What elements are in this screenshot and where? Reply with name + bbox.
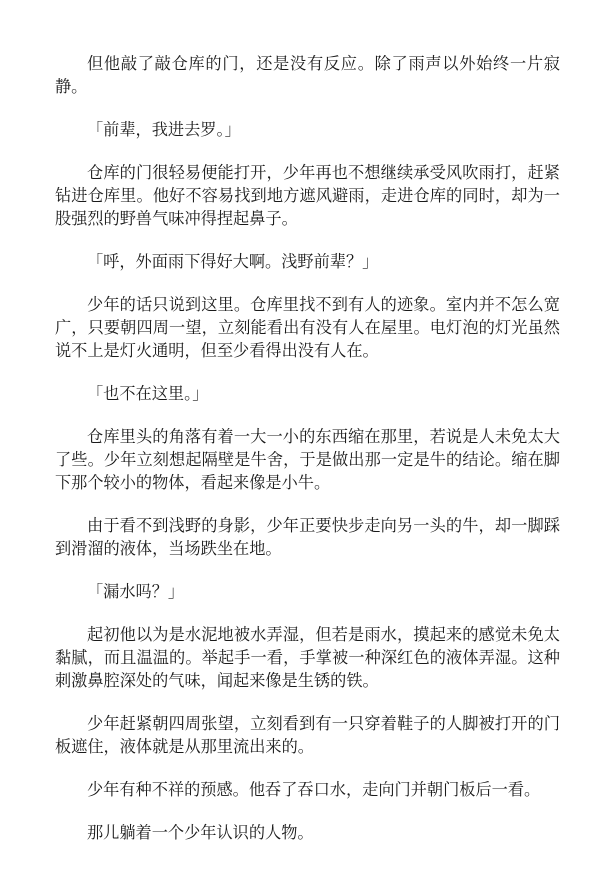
- paragraph-7: 仓库里头的角落有着一大一小的东西缩在那里，若说是人未免太大了些。少年立刻想起隔壁是牛舍，于是做出那一定是牛的结论。缩在脚下那个较小的物体，看起来像是小牛。: [55, 427, 560, 492]
- paragraph-3: 仓库的门很轻易便能打开，少年再也不想继续承受风吹雨打，赶紧钻进仓库里。他好不容易找到地方遮风避雨，走进仓库的同时，却为一股强烈的野兽气味冲得捏起鼻子。: [55, 163, 560, 228]
- paragraph-8: 由于看不到浅野的身影，少年正要快步走向另一头的牛，却一脚踩到滑溜的液体，当场跌坐在地。: [55, 516, 560, 558]
- document-page: [55, 52, 560, 864]
- paragraph-10: 起初他以为是水泥地被水弄湿，但若是雨水，摸起来的感觉未免太黏腻，而且温温的。举起手一看，手掌被一种深红色的液体弄湿。这种刺激鼻腔深处的气味，闻起来像是生锈的铁。: [55, 625, 560, 690]
- paragraph-1: 但他敲了敲仓库的门，还是没有反应。除了雨声以外始终一片寂静。: [55, 54, 560, 96]
- paragraph-12: 少年有种不祥的预感。他吞了吞口水，走向门并朝门板后一看。: [87, 780, 541, 799]
- paragraph-13: 那儿躺着一个少年认识的人物。: [87, 823, 314, 842]
- paragraph-5: 少年的话只说到这里。仓库里找不到有人的迹象。室内并不怎么宽广，只要朝四周一望，立刻能看出有没有人在屋里。电灯泡的灯光虽然说不上是灯火通明，但至少看得出没有人在。: [55, 295, 560, 360]
- paragraph-11: 少年赶紧朝四周张望，立刻看到有一只穿着鞋子的人脚被打开的门板遮住，液体就是从那里流出来的。: [55, 714, 560, 756]
- paragraph-6-dialogue: 「也不在这里。」: [87, 384, 209, 403]
- paragraph-4-dialogue: 「呼，外面雨下得好大啊。浅野前辈？」: [87, 252, 379, 271]
- paragraph-2-dialogue: 「前辈，我进去罗。」: [87, 120, 241, 139]
- paragraph-9-dialogue: 「漏水吗？」: [87, 582, 185, 601]
